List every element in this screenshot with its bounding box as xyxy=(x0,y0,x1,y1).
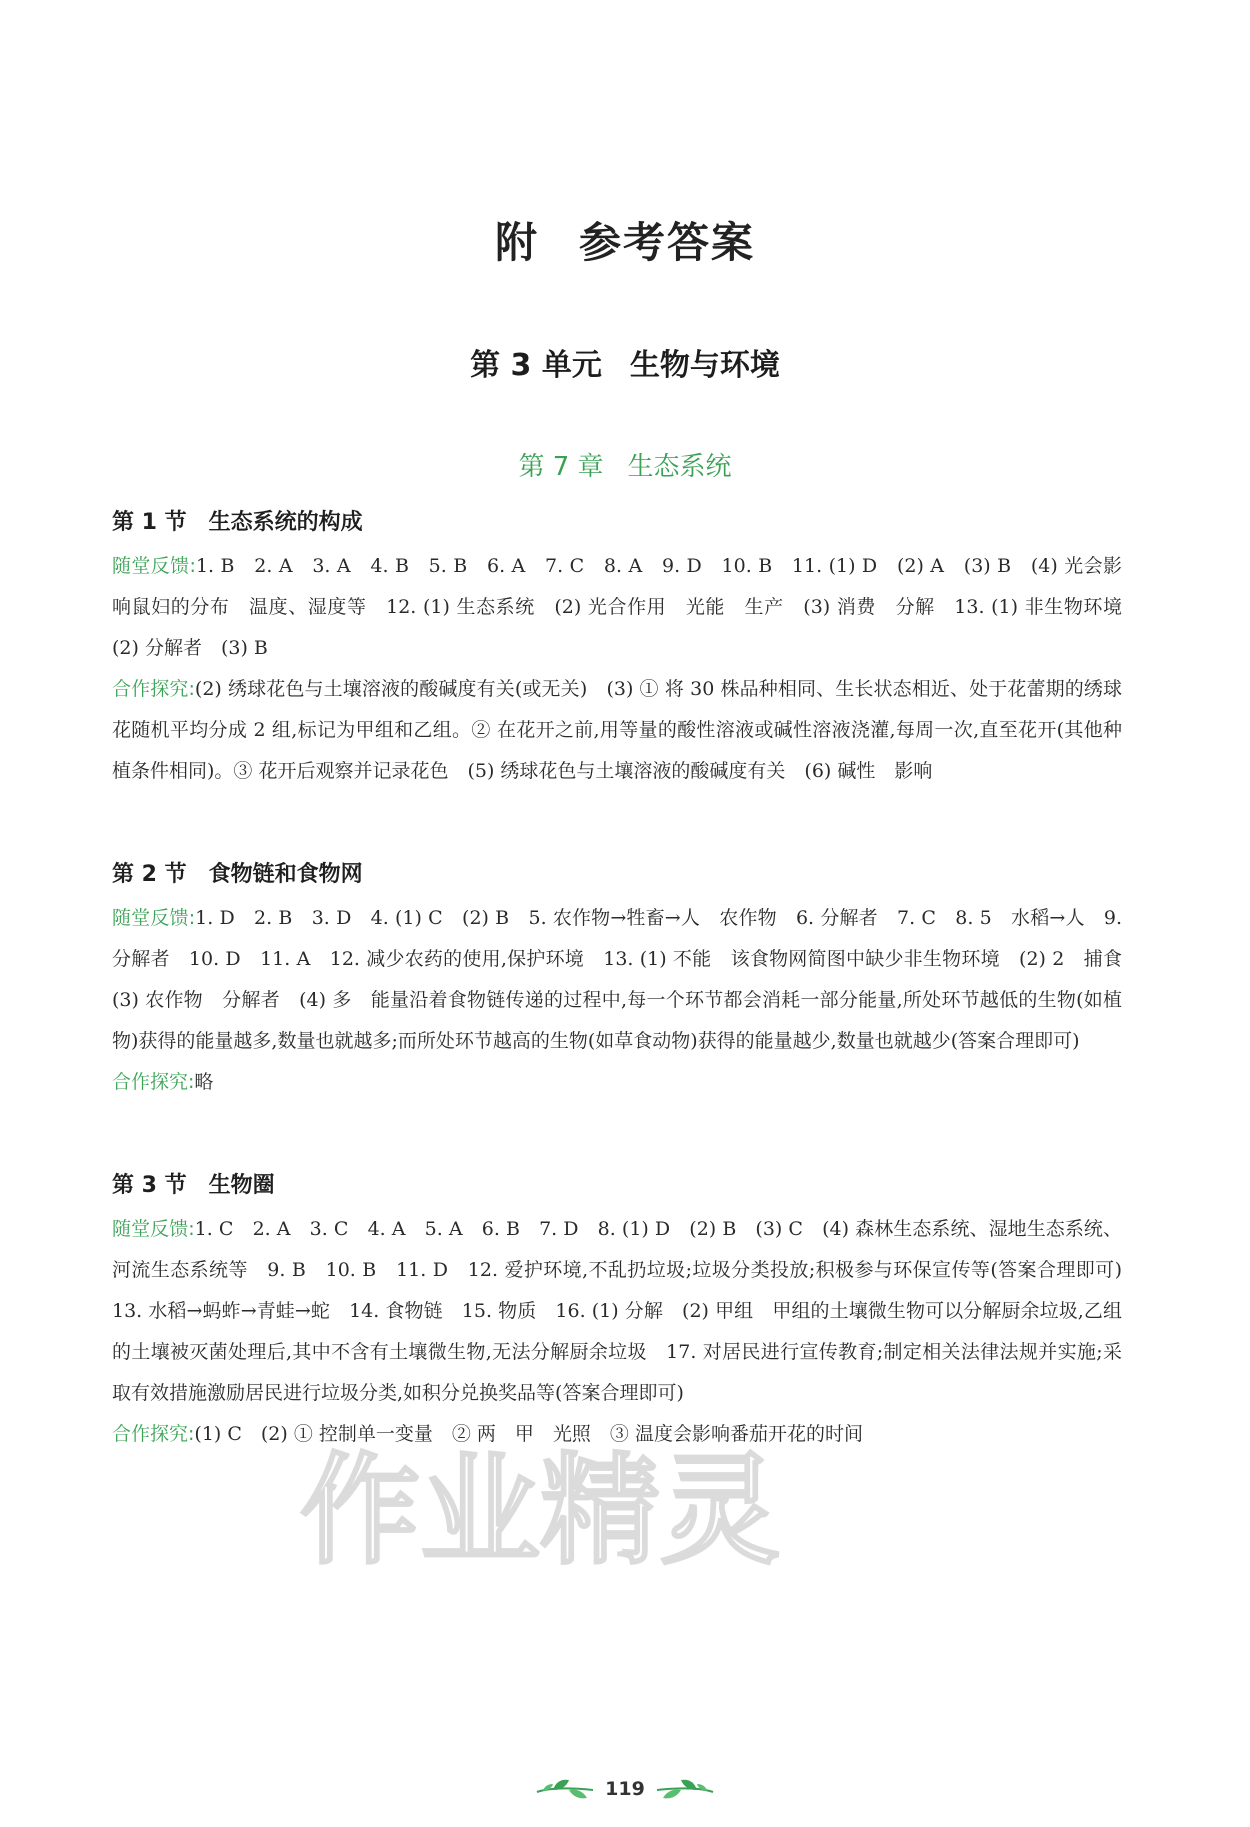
section-name: 生物圈 xyxy=(208,1173,275,1198)
page-footer xyxy=(0,1774,1250,1804)
section-name: 食物链和食物网 xyxy=(208,862,363,887)
inquiry-answers xyxy=(112,1414,1122,1455)
unit-title xyxy=(0,340,1250,384)
feedback-text: 1. C 2. A 3. C 4. A 5. A 6. B 7. D 8. (1) D (2) B (3) C (4) 森林生态系统、湿地生态系统、河流生态系统等 9. B 10. B 11. D 12. 爱护环境,不乱扔垃圾;垃圾分类投放;积极参与环保宣传等(答案合理即可) 13. 水稻→蚂蚱→青蛙→蛇 14. 食物链 15. 物质 16. (1) 分解 (2) 甲组 甲组的土壤微生物可以分解厨余垃圾,乙组的土壤被灭菌处理后,其中不含有土壤微生物,无法分解厨余垃圾 17. 对居民进行宣传教育;制定相关法律法规并实施;采取有效措施激励居民进行垃圾分类,如积分兑换奖品等(答案合理即可) xyxy=(112,1218,1142,1404)
section-3 xyxy=(112,1168,1142,1455)
inquiry-text: (2) 绣球花色与土壤溶液的酸碱度有关(或无关) (3) ① 将 30 株品种相同、生长状态相近、处于花蕾期的绣球花随机平均分成 2 组,标记为甲组和乙组。② 在花开之前,用等量的酸性溶液或碱性溶液浇灌,每周一次,直至花开(其他种植条件相同)。③ 花开后观察并记录花色 (5) 绣球花色与土壤溶液的酸碱度有关 (6) 碱性 影响 xyxy=(112,678,1123,782)
inquiry-label: 合作探究: xyxy=(112,1071,195,1093)
section-title xyxy=(112,1168,1122,1199)
chapter-title xyxy=(0,446,1250,483)
chapter-name: 生态系统 xyxy=(627,452,732,482)
section-1 xyxy=(112,505,1142,792)
appendix-title-prefix: 附 xyxy=(494,218,539,267)
feedback-label: 随堂反馈: xyxy=(112,555,196,577)
feedback-label: 随堂反馈: xyxy=(112,1218,195,1240)
svg-text:作业精灵: 作业精灵 xyxy=(300,1442,780,1570)
feedback-answers xyxy=(112,1209,1142,1414)
section-name: 生态系统的构成 xyxy=(208,510,363,535)
section-number: 第 3 节 xyxy=(112,1173,187,1198)
feedback-text: 1. B 2. A 3. A 4. B 5. B 6. A 7. C 8. A 9. D 10. B 11. (1) D (2) A (3) B (4) 光会影响鼠妇的分布 温度、湿度等 12. (1) 生态系统 (2) 光合作用 光能 生产 (3) 消费 分解 13. (1) 非生物环境 (2) 分解者 (3) B xyxy=(112,555,1142,659)
inquiry-text: (1) C (2) ① 控制单一变量 ② 两 甲 光照 ③ 温度会影响番茄开花的时间 xyxy=(194,1423,863,1445)
leaf-ornament-left-icon xyxy=(535,1776,595,1802)
feedback-text: 1. D 2. B 3. D 4. (1) C (2) B 5. 农作物→牲畜→人 农作物 6. 分解者 7. C 8. 5 水稻→人 9. 分解者 10. D 11. A 12. 减少农药的使用,保护环境 13. (1) 不能 该食物网简图中缺少非生物环境 (2) 2 捕食 (3) 农作物 分解者 (4) 多 能量沿着食物链传递的过程中,每一个环节都会消耗一部分能量,所处环节越低的生物(如植物)获得的能量越多,数量也就越多;而所处环节越高的生物(如草食动物)获得的能量越少,数量也就越少(答案合理即可) xyxy=(112,907,1142,1052)
appendix-title-main: 参考答案 xyxy=(579,218,756,267)
feedback-answers xyxy=(112,546,1142,669)
inquiry-label: 合作探究: xyxy=(112,1423,195,1445)
appendix-title xyxy=(0,210,1250,270)
inquiry-answers xyxy=(112,669,1122,792)
section-number: 第 1 节 xyxy=(112,510,187,535)
feedback-label: 随堂反馈: xyxy=(112,907,196,929)
unit-number: 第 3 单元 xyxy=(470,348,602,383)
inquiry-label: 合作探究: xyxy=(112,678,195,700)
section-title xyxy=(112,857,1122,888)
feedback-answers xyxy=(112,898,1142,1062)
chapter-number: 第 7 章 xyxy=(518,452,604,482)
leaf-ornament-right-icon xyxy=(655,1776,715,1802)
section-title xyxy=(112,505,1122,536)
watermark xyxy=(290,1440,810,1570)
inquiry-text: 略 xyxy=(194,1071,214,1093)
inquiry-answers xyxy=(112,1062,1122,1103)
section-2 xyxy=(112,857,1142,1103)
unit-name: 生物与环境 xyxy=(629,348,780,383)
section-number: 第 2 节 xyxy=(112,862,187,887)
page-number: 119 xyxy=(605,1778,645,1800)
